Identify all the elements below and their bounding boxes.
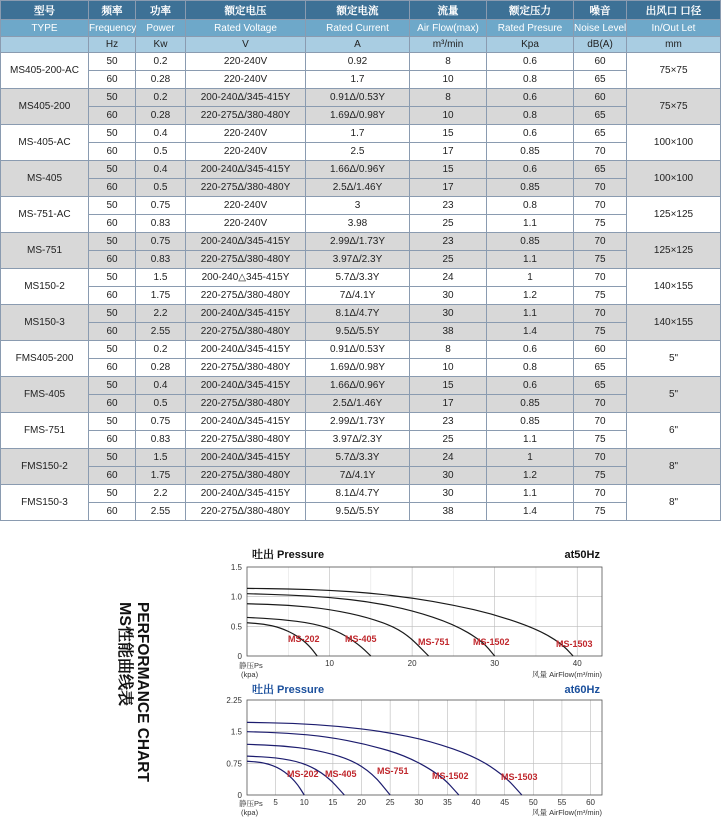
table-cell: 60: [89, 467, 136, 485]
table-cell: 2.2: [136, 485, 186, 503]
table-cell: 8: [410, 341, 487, 359]
header-en-cell: Rated Current: [306, 20, 410, 37]
table-cell: 0.83: [136, 215, 186, 233]
table-cell: 1.7: [306, 125, 410, 143]
header-cn-cell: 额定压力: [487, 1, 574, 20]
table-cell: 0.8: [487, 71, 574, 89]
header-cn-cell: 流量: [410, 1, 487, 20]
table-cell: 38: [410, 503, 487, 521]
table-cell: 60: [89, 107, 136, 125]
table-cell: 70: [574, 269, 627, 287]
table-cell: 0.6: [487, 89, 574, 107]
table-cell: 220-275Δ/380-480Y: [186, 359, 306, 377]
table-cell: 60: [89, 503, 136, 521]
outlet-size-cell: 140×155: [627, 305, 721, 341]
table-cell: 15: [410, 125, 487, 143]
table-cell: 60: [574, 53, 627, 71]
series-label: MS-405: [345, 634, 377, 644]
header-unit-cell: mm: [627, 37, 721, 53]
header-cn-cell: 频率: [89, 1, 136, 20]
table-cell: 0.4: [136, 125, 186, 143]
model-type-cell: MS-405: [1, 161, 89, 197]
table-cell: 1.1: [487, 215, 574, 233]
x-tick-label: 20: [407, 659, 417, 668]
table-cell: 10: [410, 107, 487, 125]
table-cell: 50: [89, 449, 136, 467]
table-cell: 2.2: [136, 305, 186, 323]
table-cell: 1.4: [487, 323, 574, 341]
header-en-cell: Power: [136, 20, 186, 37]
table-cell: 0.85: [487, 179, 574, 197]
table-cell: 0.4: [136, 377, 186, 395]
table-cell: 60: [574, 341, 627, 359]
model-type-cell: FMS150-3: [1, 485, 89, 521]
header-en-cell: Air Flow(max): [410, 20, 487, 37]
table-cell: 60: [89, 323, 136, 341]
header-cn-cell: 型号: [1, 1, 89, 20]
table-cell: 200-240Δ/345-415Y: [186, 233, 306, 251]
table-cell: 1: [487, 449, 574, 467]
table-cell: 0.8: [487, 197, 574, 215]
table-cell: 5.7Δ/3.3Y: [306, 269, 410, 287]
x-tick-label: 50: [528, 798, 538, 807]
table-cell: 1.1: [487, 251, 574, 269]
outlet-size-cell: 5": [627, 377, 721, 413]
series-label: MS-1503: [501, 772, 538, 782]
y-tick-label: 1.5: [230, 727, 242, 737]
table-cell: 75: [574, 503, 627, 521]
header-unit-cell: Kw: [136, 37, 186, 53]
table-cell: 70: [574, 179, 627, 197]
table-cell: 0.6: [487, 377, 574, 395]
x-tick-label: 40: [572, 659, 582, 668]
table-cell: 200-240Δ/345-415Y: [186, 377, 306, 395]
x-axis-label: 风量 AirFlow(m³/min): [532, 670, 602, 679]
header-cn-cell: 额定电流: [306, 1, 410, 20]
table-cell: 0.2: [136, 53, 186, 71]
table-cell: 1.69Δ/0.98Y: [306, 359, 410, 377]
table-cell: 220-275Δ/380-480Y: [186, 431, 306, 449]
table-cell: 60: [89, 179, 136, 197]
y-tick-label: 1.0: [230, 592, 242, 602]
table-cell: 0.5: [136, 395, 186, 413]
outlet-size-cell: 6": [627, 413, 721, 449]
table-cell: 70: [574, 305, 627, 323]
table-cell: 0.85: [487, 395, 574, 413]
table-cell: 0.91Δ/0.53Y: [306, 341, 410, 359]
table-cell: 70: [574, 143, 627, 161]
table-cell: 50: [89, 233, 136, 251]
table-cell: 65: [574, 377, 627, 395]
table-cell: 50: [89, 485, 136, 503]
table-cell: 220-275Δ/380-480Y: [186, 395, 306, 413]
table-cell: 5.7Δ/3.3Y: [306, 449, 410, 467]
table-cell: 75: [574, 251, 627, 269]
x-tick-label: 5: [273, 798, 278, 807]
table-cell: 75: [574, 287, 627, 305]
table-cell: 2.55: [136, 503, 186, 521]
table-cell: 2.99Δ/1.73Y: [306, 233, 410, 251]
table-cell: 75: [574, 467, 627, 485]
header-en-cell: In/Out Let: [627, 20, 721, 37]
table-cell: 70: [574, 449, 627, 467]
table-cell: 70: [574, 485, 627, 503]
x-tick-label: 55: [557, 798, 567, 807]
table-cell: 220-240V: [186, 71, 306, 89]
table-cell: 0.83: [136, 251, 186, 269]
table-cell: 1.5: [136, 449, 186, 467]
table-cell: 1.2: [487, 287, 574, 305]
table-cell: 0.2: [136, 89, 186, 107]
header-en-cell: Noise Level: [574, 20, 627, 37]
table-cell: 50: [89, 269, 136, 287]
model-type-cell: FMS-405: [1, 377, 89, 413]
series-label: MS-751: [377, 766, 409, 776]
table-cell: 30: [410, 305, 487, 323]
table-cell: 220-240V: [186, 125, 306, 143]
series-label: MS-202: [287, 769, 319, 779]
table-cell: 2.99Δ/1.73Y: [306, 413, 410, 431]
x-tick-label: 30: [490, 659, 500, 668]
x-tick-label: 60: [586, 798, 596, 807]
table-cell: 60: [89, 287, 136, 305]
x-tick-label: 15: [328, 798, 338, 807]
table-cell: 1.75: [136, 467, 186, 485]
header-en-cell: Frequency: [89, 20, 136, 37]
table-cell: 0.75: [136, 233, 186, 251]
table-cell: 1.5: [136, 269, 186, 287]
table-cell: 220-275Δ/380-480Y: [186, 251, 306, 269]
table-cell: 15: [410, 161, 487, 179]
table-cell: 220-275Δ/380-480Y: [186, 107, 306, 125]
curve-ms-1503: [247, 588, 573, 656]
table-cell: 0.6: [487, 125, 574, 143]
table-cell: 70: [574, 197, 627, 215]
table-cell: 200-240Δ/345-415Y: [186, 485, 306, 503]
table-cell: 10: [410, 71, 487, 89]
table-cell: 3.97Δ/2.3Y: [306, 251, 410, 269]
table-cell: 60: [89, 395, 136, 413]
series-label: MS-1502: [473, 637, 510, 647]
series-label: MS-405: [325, 769, 357, 779]
table-cell: 38: [410, 323, 487, 341]
header-unit-cell: V: [186, 37, 306, 53]
outlet-size-cell: 5": [627, 341, 721, 377]
outlet-size-cell: 8": [627, 485, 721, 521]
table-cell: 50: [89, 53, 136, 71]
series-label: MS-1502: [432, 771, 469, 781]
table-cell: 65: [574, 359, 627, 377]
table-cell: 220-240V: [186, 53, 306, 71]
table-cell: 65: [574, 71, 627, 89]
header-cn-cell: 功率: [136, 1, 186, 20]
section-title-cn: MS性能曲线表: [116, 602, 133, 707]
table-cell: 8.1Δ/4.7Y: [306, 485, 410, 503]
table-cell: 65: [574, 107, 627, 125]
outlet-size-cell: 125×125: [627, 233, 721, 269]
outlet-size-cell: 100×100: [627, 161, 721, 197]
table-cell: 17: [410, 179, 487, 197]
outlet-size-cell: 8": [627, 449, 721, 485]
table-cell: 0.28: [136, 107, 186, 125]
table-cell: 23: [410, 197, 487, 215]
table-cell: 7Δ/4.1Y: [306, 287, 410, 305]
table-cell: 9.5Δ/5.5Y: [306, 323, 410, 341]
y-tick-label: 0: [237, 791, 242, 800]
table-cell: 60: [89, 71, 136, 89]
table-cell: 220-240V: [186, 143, 306, 161]
table-cell: 1.75: [136, 287, 186, 305]
table-cell: 60: [574, 89, 627, 107]
table-cell: 220-275Δ/380-480Y: [186, 323, 306, 341]
table-cell: 0.5: [136, 143, 186, 161]
table-cell: 15: [410, 377, 487, 395]
table-cell: 3.97Δ/2.3Y: [306, 431, 410, 449]
table-cell: 0.75: [136, 413, 186, 431]
model-type-cell: MS150-2: [1, 269, 89, 305]
header-unit-cell: Hz: [89, 37, 136, 53]
table-cell: 50: [89, 377, 136, 395]
header-unit-cell: A: [306, 37, 410, 53]
table-cell: 200-240△345-415Y: [186, 269, 306, 287]
table-cell: 70: [574, 395, 627, 413]
table-cell: 50: [89, 413, 136, 431]
header-unit-cell: m³/min: [410, 37, 487, 53]
y-axis-label: 静压Ps: [239, 799, 263, 808]
x-tick-label: 10: [325, 659, 335, 668]
table-cell: 0.6: [487, 53, 574, 71]
table-cell: 25: [410, 251, 487, 269]
table-cell: 1.66Δ/0.96Y: [306, 377, 410, 395]
table-cell: 0.28: [136, 71, 186, 89]
outlet-size-cell: 100×100: [627, 125, 721, 161]
table-cell: 220-275Δ/380-480Y: [186, 503, 306, 521]
model-type-cell: MS-751: [1, 233, 89, 269]
table-cell: 220-240V: [186, 215, 306, 233]
table-cell: 1.66Δ/0.96Y: [306, 161, 410, 179]
table-cell: 1.1: [487, 485, 574, 503]
x-tick-label: 25: [385, 798, 395, 807]
chart-subtitle: at50Hz: [564, 549, 600, 561]
model-type-cell: FMS150-2: [1, 449, 89, 485]
header-cn-cell: 额定电压: [186, 1, 306, 20]
table-cell: 24: [410, 269, 487, 287]
table-cell: 25: [410, 431, 487, 449]
x-tick-label: 30: [414, 798, 424, 807]
table-cell: 0.85: [487, 233, 574, 251]
table-cell: 3: [306, 197, 410, 215]
header-cn-cell: 出风口 口径: [627, 1, 721, 20]
table-cell: 23: [410, 233, 487, 251]
table-cell: 200-240Δ/345-415Y: [186, 413, 306, 431]
series-label: MS-751: [418, 637, 450, 647]
table-cell: 220-275Δ/380-480Y: [186, 179, 306, 197]
table-cell: 30: [410, 287, 487, 305]
curve-ms-751: [247, 604, 429, 656]
chart-subtitle: at60Hz: [564, 684, 600, 696]
table-cell: 0.91Δ/0.53Y: [306, 89, 410, 107]
table-cell: 2.5Δ/1.46Y: [306, 395, 410, 413]
y-tick-label: 2.25: [226, 696, 242, 705]
model-type-cell: FMS405-200: [1, 341, 89, 377]
table-cell: 1: [487, 269, 574, 287]
y-axis-unit: (kpa): [241, 808, 259, 817]
table-cell: 200-240Δ/345-415Y: [186, 341, 306, 359]
header-en-cell: Rated Voltage: [186, 20, 306, 37]
outlet-size-cell: 75×75: [627, 53, 721, 89]
table-cell: 0.85: [487, 143, 574, 161]
table-cell: 1.7: [306, 71, 410, 89]
x-tick-label: 45: [500, 798, 510, 807]
table-cell: 10: [410, 359, 487, 377]
table-cell: 220-240V: [186, 197, 306, 215]
table-cell: 30: [410, 467, 487, 485]
table-cell: 30: [410, 485, 487, 503]
table-cell: 8: [410, 89, 487, 107]
table-cell: 200-240Δ/345-415Y: [186, 449, 306, 467]
model-type-cell: MS-405-AC: [1, 125, 89, 161]
table-cell: 7Δ/4.1Y: [306, 467, 410, 485]
table-cell: 70: [574, 233, 627, 251]
table-cell: 24: [410, 449, 487, 467]
y-tick-label: 0.5: [230, 622, 242, 632]
table-cell: 9.5Δ/5.5Y: [306, 503, 410, 521]
table-cell: 1.1: [487, 305, 574, 323]
table-cell: 60: [89, 359, 136, 377]
table-cell: 0.85: [487, 413, 574, 431]
table-cell: 8.1Δ/4.7Y: [306, 305, 410, 323]
model-type-cell: FMS-751: [1, 413, 89, 449]
table-cell: 60: [89, 215, 136, 233]
x-tick-label: 20: [357, 798, 366, 807]
table-cell: 60: [89, 143, 136, 161]
table-cell: 2.55: [136, 323, 186, 341]
table-cell: 75: [574, 215, 627, 233]
table-cell: 0.6: [487, 341, 574, 359]
table-cell: 50: [89, 161, 136, 179]
model-type-cell: MS-751-AC: [1, 197, 89, 233]
outlet-size-cell: 125×125: [627, 197, 721, 233]
x-tick-label: 35: [442, 798, 452, 807]
table-cell: 0.8: [487, 107, 574, 125]
y-tick-label: 1.5: [230, 563, 242, 572]
y-tick-label: 0: [237, 652, 242, 661]
y-tick-label: 0.75: [226, 759, 242, 769]
chart-title: 吐出 Pressure: [252, 549, 325, 561]
table-cell: 220-275Δ/380-480Y: [186, 287, 306, 305]
x-axis-label: 风量 AirFlow(m³/min): [532, 808, 602, 817]
table-cell: 200-240Δ/345-415Y: [186, 161, 306, 179]
table-cell: 50: [89, 125, 136, 143]
model-type-cell: MS405-200-AC: [1, 53, 89, 89]
table-cell: 0.92: [306, 53, 410, 71]
table-cell: 0.2: [136, 341, 186, 359]
x-tick-label: 10: [299, 798, 309, 807]
outlet-size-cell: 75×75: [627, 89, 721, 125]
table-cell: 200-240Δ/345-415Y: [186, 89, 306, 107]
curve-ms-751: [247, 744, 390, 795]
header-unit-cell: dB(A): [574, 37, 627, 53]
table-cell: 25: [410, 215, 487, 233]
table-cell: 2.5Δ/1.46Y: [306, 179, 410, 197]
section-title-en: PERFORMANCE CHART: [134, 602, 151, 782]
table-cell: 60: [89, 251, 136, 269]
table-cell: 1.4: [487, 503, 574, 521]
table-cell: 8: [410, 53, 487, 71]
table-cell: 50: [89, 89, 136, 107]
table-cell: 220-275Δ/380-480Y: [186, 467, 306, 485]
table-cell: 50: [89, 341, 136, 359]
table-cell: 200-240Δ/345-415Y: [186, 305, 306, 323]
table-cell: 0.28: [136, 359, 186, 377]
table-cell: 17: [410, 143, 487, 161]
table-cell: 1.2: [487, 467, 574, 485]
model-type-cell: MS405-200: [1, 89, 89, 125]
header-unit-cell: Kpa: [487, 37, 574, 53]
table-cell: 3.98: [306, 215, 410, 233]
table-cell: 23: [410, 413, 487, 431]
series-label: MS-202: [288, 634, 320, 644]
header-en-cell: Rated Presure: [487, 20, 574, 37]
table-cell: 60: [89, 431, 136, 449]
series-label: MS-1503: [556, 639, 593, 649]
outlet-size-cell: 140×155: [627, 269, 721, 305]
chart-title: 吐出 Pressure: [252, 684, 325, 696]
table-cell: 2.5: [306, 143, 410, 161]
table-cell: 75: [574, 323, 627, 341]
model-type-cell: MS150-3: [1, 305, 89, 341]
table-cell: 1.1: [487, 431, 574, 449]
y-axis-label: 静压Ps: [239, 661, 263, 670]
table-cell: 0.5: [136, 179, 186, 197]
table-cell: 65: [574, 125, 627, 143]
y-axis-unit: (kpa): [241, 670, 259, 679]
table-cell: 1.69Δ/0.98Y: [306, 107, 410, 125]
x-tick-label: 40: [471, 798, 481, 807]
table-cell: 0.6: [487, 161, 574, 179]
table-cell: 70: [574, 413, 627, 431]
header-en-cell: TYPE: [1, 20, 89, 37]
header-cn-cell: 噪音: [574, 1, 627, 20]
table-cell: 50: [89, 197, 136, 215]
table-cell: 0.83: [136, 431, 186, 449]
table-cell: 0.8: [487, 359, 574, 377]
table-cell: 0.75: [136, 197, 186, 215]
table-cell: 65: [574, 161, 627, 179]
table-cell: 17: [410, 395, 487, 413]
table-cell: 0.4: [136, 161, 186, 179]
table-cell: 50: [89, 305, 136, 323]
table-cell: 75: [574, 431, 627, 449]
